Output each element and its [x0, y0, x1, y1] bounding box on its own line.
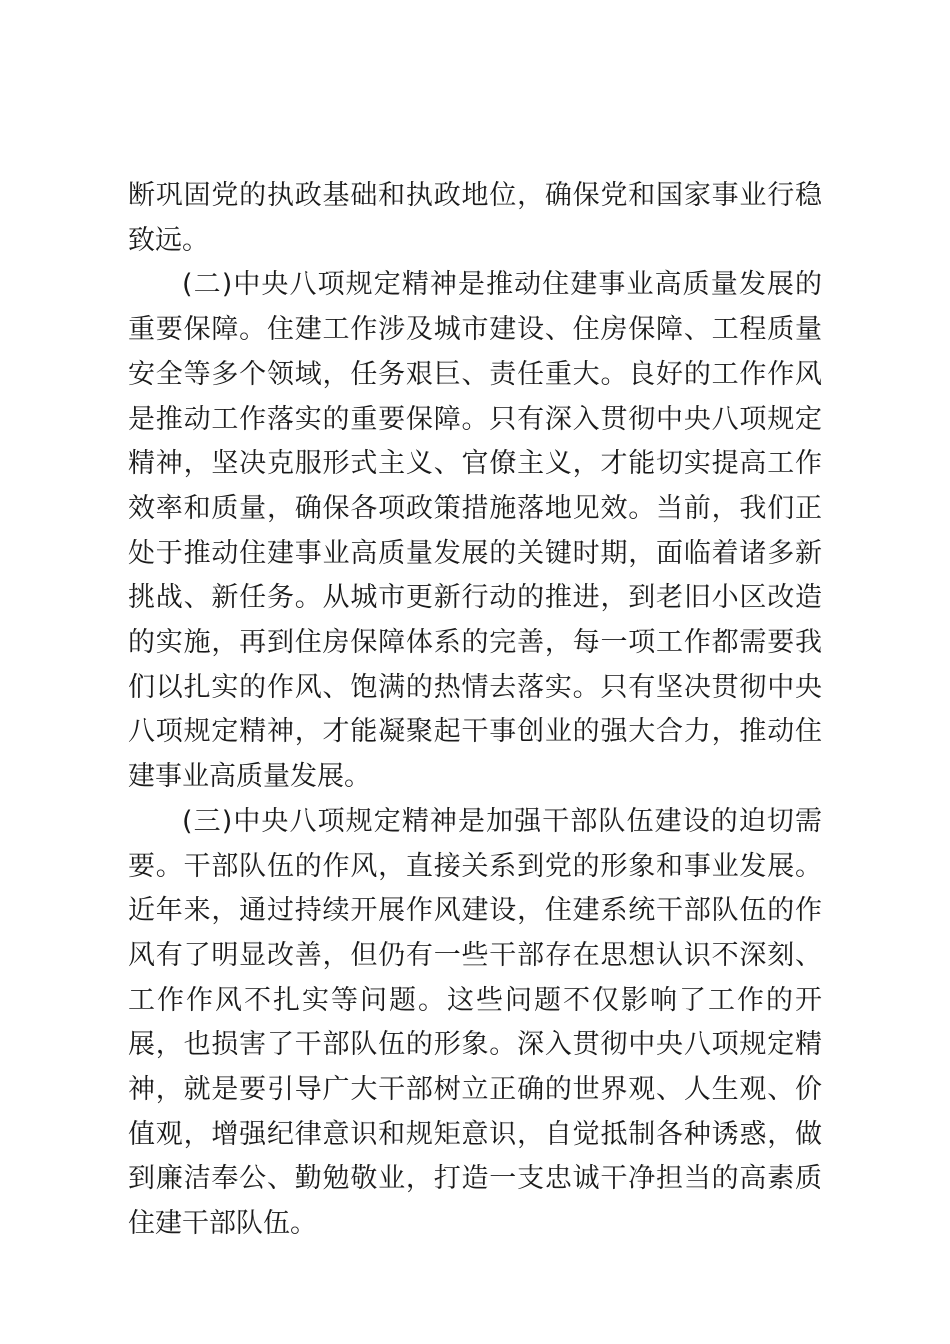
- paragraph-continuation: 断巩固党的执政基础和执政地位，确保党和国家事业行稳致远。: [128, 180, 822, 256]
- paragraph-section-three: (三)中央八项规定精神是加强干部队伍建设的迫切需要。干部队伍的作风，直接关系到党的形象和事业发展。近年来，通过持续开展作风建设，住建系统干部队伍的作风有了明显改善，但仍有一些干部存在思想认识不深刻、工作作风不扎实等问题。这些问题不仅影响了工作的开展，也损害了干部队伍的形象。深入贯彻中央八项规定精神，就是要引导广大干部树立正确的世界观、人生观、价值观，增强纪律意识和规矩意识，自觉抵制各种诱惑，做到廉洁奉公、勤勉敬业，打造一支忠诚干净担当的高素质住建干部队伍。: [128, 805, 822, 1240]
- paragraph-section-two: (二)中央八项规定精神是推动住建事业高质量发展的重要保障。住建工作涉及城市建设、住房保障、工程质量安全等多个领域，任务艰巨、责任重大。良好的工作作风是推动工作落实的重要保障。只有深入贯彻中央八项规定精神，坚决克服形式主义、官僚主义，才能切实提高工作效率和质量，确保各项政策措施落地见效。当前，我们正处于推动住建事业高质量发展的关键时期，面临着诸多新挑战、新任务。从城市更新行动的推进，到老旧小区改造的实施，再到住房保障体系的完善，每一项工作都需要我们以扎实的作风、饱满的热情去落实。只有坚决贯彻中央八项规定精神，才能凝聚起干事创业的强大合力，推动住建事业高质量发展。: [128, 269, 822, 793]
- document-body: [128, 174, 822, 1247]
